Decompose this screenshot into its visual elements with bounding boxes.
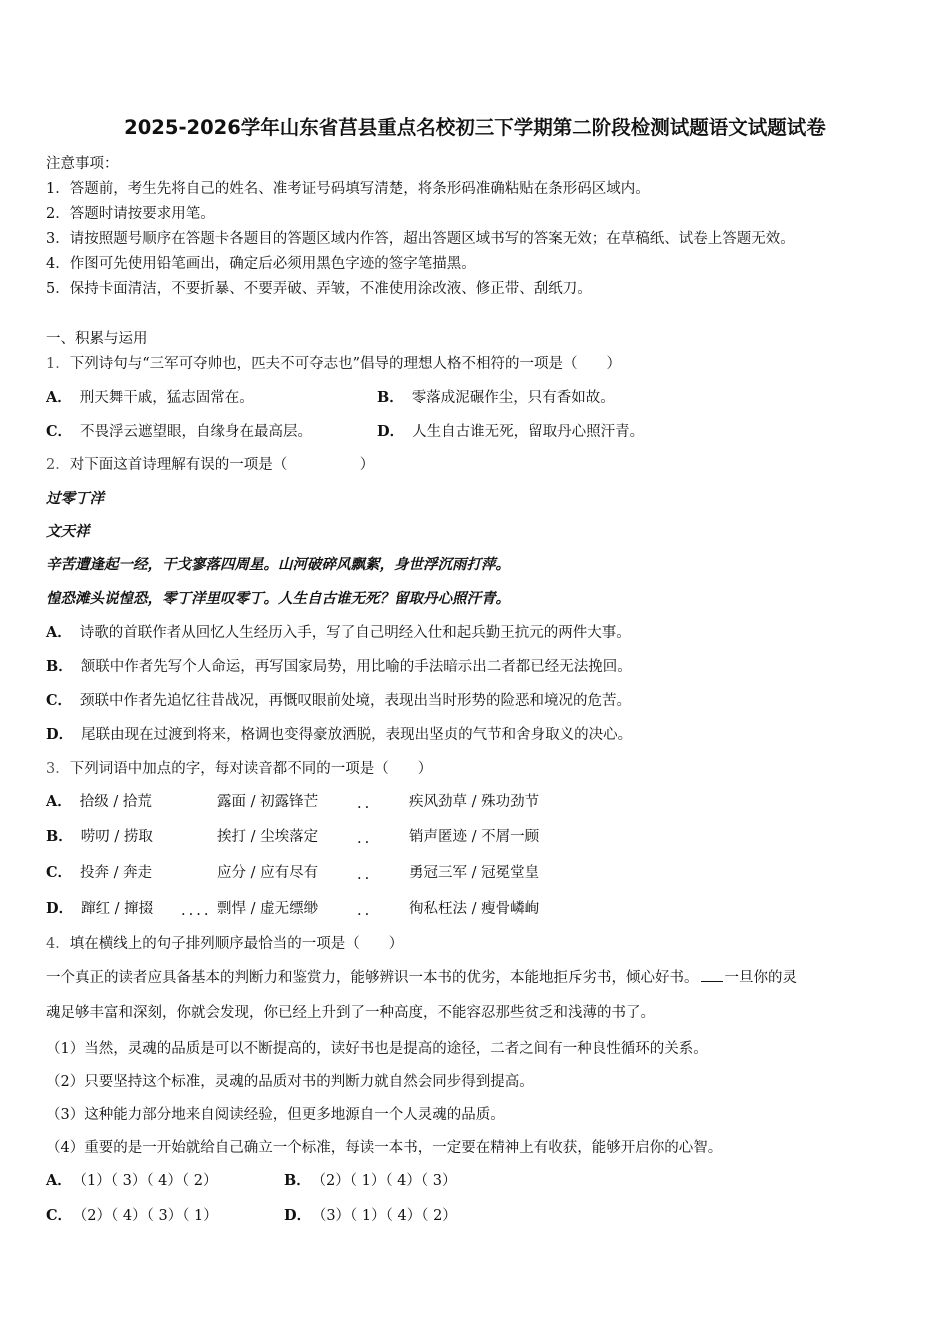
option-col-1: 蹿红 / 撺掇	[81, 901, 154, 917]
notice-item-4: 4．作图可先使用铅笔画出，确定后必须用黑色字迹的签字笔描黑。	[46, 256, 476, 272]
question-stem: 填在横线上的句子排列顺序最恰当的一项是（ ）	[69, 936, 404, 952]
option-key: D．	[377, 423, 405, 440]
option-key: A．	[46, 624, 72, 641]
q4-option-d	[284, 1204, 457, 1225]
option-key: C．	[46, 1207, 73, 1224]
option-text: （3）（ 1）（ 4）（ 2）	[319, 1208, 457, 1224]
option-key: A．	[46, 1172, 72, 1189]
poem-title: 过零丁洋	[46, 490, 104, 507]
option-key: D．	[46, 900, 74, 917]
q4-option-c	[46, 1204, 218, 1225]
notice-item-5: 5．保持卡面清洁，不要折暴、不要弄破、弄皱，不准使用涂改液、修正带、刮纸刀。	[46, 281, 592, 297]
option-text: 颔联中作者先写个人命运，再写国家局势，用比喻的手法暗示出二者都已经无法挽回。	[80, 659, 632, 675]
q1-option-d	[377, 420, 644, 441]
question-stem: 下列诗句与“三军可夺帅也，匹夫不可夺志也”倡导的理想人格不相符的一项是（ ）	[69, 356, 622, 372]
q3-b-col-2: 挨打 / 尘埃落定	[217, 829, 319, 845]
option-key: A．	[46, 793, 72, 810]
q3-c-col-2: 应分 / 应有尽有	[217, 865, 319, 881]
notice-heading: 注意事项：	[46, 156, 119, 172]
emphasis-dots: ..	[357, 903, 373, 919]
question-2	[46, 453, 374, 474]
emphasis-dots: ....	[181, 903, 212, 919]
option-col-1: 投奔 / 奔走	[80, 865, 153, 881]
q1-option-b	[377, 386, 615, 407]
q2-option-d	[46, 723, 632, 744]
option-text: （2）（ 4）（ 3）（ 1）	[80, 1208, 218, 1224]
passage-text: 一旦你的灵	[724, 970, 797, 986]
option-col-1: 拾级 / 拾荒	[79, 794, 152, 810]
passage-text: 一个真正的读者应具备基本的判断力和鉴赏力，能够辨识一本书的优劣，本能地拒斥劣书，倾心好书。	[46, 970, 699, 986]
poem-line-2: 惶恐滩头说惶恐，零丁洋里叹零丁。人生自古谁无死？留取丹心照汗青。	[46, 590, 510, 607]
option-text: 不畏浮云遮望眼，自缘身在最高层。	[80, 424, 313, 440]
question-3	[46, 757, 432, 778]
option-key: B．	[377, 389, 404, 406]
q3-c-col-3: 勇冠三军 / 冠冕堂皇	[409, 865, 540, 881]
q3-d-col-3: 徇私枉法 / 瘦骨嶙峋	[409, 901, 540, 917]
option-key: C．	[46, 692, 73, 709]
notice-item-3: 3．请按照题号顺序在答题卡各题目的答题区域内作答，超出答题区域书写的答案无效；在草稿纸、试卷上答题无效。	[46, 231, 795, 247]
sentence-1: （1）当然，灵魂的品质是可以不断提高的，读好书也是提高的途径，二者之间有一种良性循环的关系。	[46, 1041, 708, 1057]
notice-item-1: 1．答题前，考生先将自己的姓名、准考证号码填写清楚，将条形码准确粘贴在条形码区域内。	[46, 181, 650, 197]
q1-option-c	[46, 420, 312, 441]
sentence-3: （3）这种能力部分地来自阅读经验，但更多地源自一个人灵魂的品质。	[46, 1107, 505, 1123]
question-number: 2．	[46, 457, 70, 473]
page-title: 2025-2026学年山东省莒县重点名校初三下学期第二阶段检测试题语文试题试卷	[124, 116, 826, 139]
option-text: 刑天舞干戚，猛志固常在。	[79, 390, 254, 406]
option-key: D．	[284, 1207, 312, 1224]
option-text: （2）（ 1）（ 4）（ 3）	[318, 1173, 457, 1189]
question-stem: 对下面这首诗理解有误的一项是（ ）	[69, 457, 375, 473]
option-text: 零落成泥碾作尘，只有香如故。	[411, 390, 615, 406]
q2-option-b	[46, 655, 632, 676]
q4-option-a	[46, 1169, 218, 1190]
q2-option-c	[46, 689, 631, 710]
q3-option-b	[46, 825, 153, 846]
poem-line-1: 辛苦遭逢起一经，干戈寥落四周星。山河破碎风飘絮，身世浮沉雨打萍。	[46, 556, 510, 573]
sentence-4: （4）重要的是一开始就给自己确立一个标准，每读一本书，一定要在精神上有收获，能够开启你的心智。	[46, 1140, 723, 1156]
option-key: D．	[46, 726, 74, 743]
poem-author: 文天祥	[46, 523, 90, 540]
option-key: A．	[46, 389, 72, 406]
section-heading: 一、积累与运用	[46, 331, 148, 347]
sentence-2: （2）只要坚持这个标准，灵魂的品质对书的判断力就自然会同步得到提高。	[46, 1074, 534, 1090]
option-key: C．	[46, 423, 73, 440]
q3-option-c	[46, 861, 152, 882]
option-text: （1）（ 3）（ 4）（ 2）	[79, 1173, 218, 1189]
q1-option-a	[46, 386, 254, 407]
q3-a-col-2: 露面 / 初露锋芒	[217, 794, 319, 810]
q3-b-col-3: 销声匿迹 / 不屑一顾	[409, 829, 540, 845]
option-text: 诗歌的首联作者从回忆人生经历入手，写了自己明经入仕和起兵勤王抗元的两件大事。	[79, 625, 631, 641]
option-key: C．	[46, 864, 73, 881]
option-key: B．	[46, 658, 73, 675]
emphasis-dots: ..	[357, 867, 373, 883]
option-key: B．	[284, 1172, 311, 1189]
fill-blank	[701, 967, 723, 982]
emphasis-dots: ..	[357, 796, 373, 812]
q4-option-b	[284, 1169, 457, 1190]
q3-option-a	[46, 790, 152, 811]
question-1	[46, 352, 621, 373]
option-key: B．	[46, 828, 73, 845]
passage-line-1	[46, 966, 797, 987]
q2-option-a	[46, 621, 631, 642]
q3-option-d	[46, 897, 153, 918]
question-number: 3．	[46, 761, 70, 777]
question-number: 4．	[46, 936, 70, 952]
option-text: 颈联中作者先追忆往昔战况，再慨叹眼前处境，表现出当时形势的险恶和境况的危苦。	[80, 693, 632, 709]
question-4	[46, 932, 403, 953]
option-col-1: 唠叨 / 捞取	[80, 829, 153, 845]
option-text: 人生自古谁无死，留取丹心照汗青。	[412, 424, 645, 440]
question-number: 1．	[46, 356, 70, 372]
q3-d-col-2: 剽悍 / 虚无缥缈	[217, 901, 319, 917]
passage-line-2: 魂足够丰富和深刻，你就会发现，你已经上升到了一种高度，不能容忍那些贫乏和浅薄的书了。	[46, 1005, 655, 1021]
emphasis-dots: ..	[357, 831, 373, 847]
option-text: 尾联由现在过渡到将来，格调也变得豪放洒脱，表现出坚贞的气节和舍身取义的决心。	[81, 727, 633, 743]
q3-a-col-3: 疾风劲草 / 殊功劲节	[409, 794, 540, 810]
question-stem: 下列词语中加点的字，每对读音都不同的一项是（ ）	[69, 761, 433, 777]
notice-item-2: 2．答题时请按要求用笔。	[46, 206, 215, 222]
